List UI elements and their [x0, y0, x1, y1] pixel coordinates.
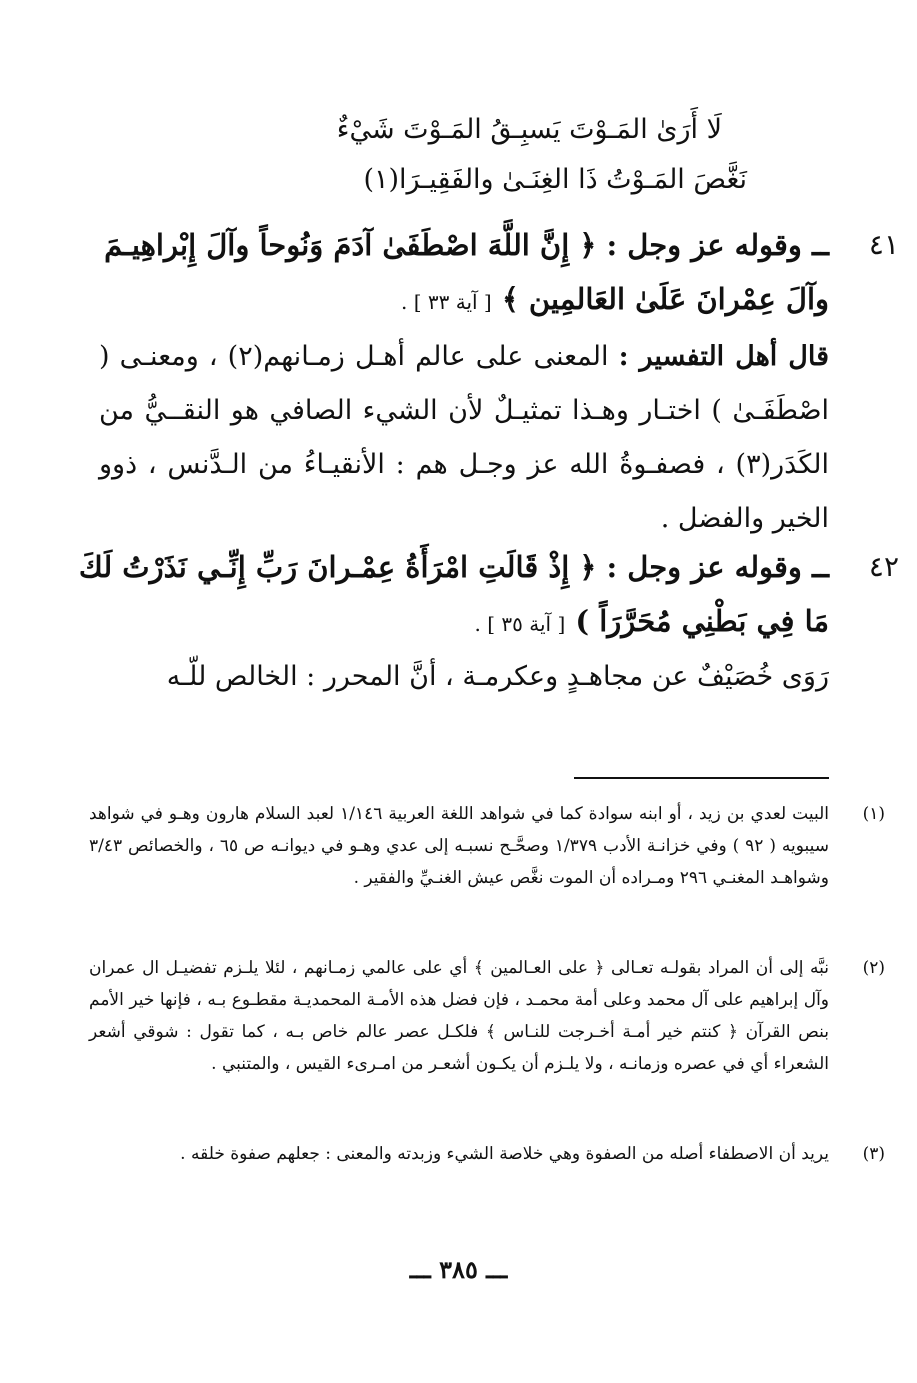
footnote-text: نبَّه إلى أن المراد بقولـه تعـالى ﴿ على العـالمين ﴾ أي على عالمي زمـانهم ، لئلا يلـزم تفضيـل ال عمران وآل إبراهيم على آل محمد وعلى أمة محمـد ، فإن فضل هذه الأمـة المحمديـة مقطـوع بـه ، فإنها خير الأمم بنص القرآن ﴿ كنتم خير أمـة أخـرجت للنـاس ﴾ فلكـل عصر عالم خاص بـه ، كما تقول : شوقي أشعر الشعراء أي في عصره وزمانـه ، ولا يلـزم أن يكـون أشعـر من امـرىء القيس ، والمتنبي . [89, 958, 829, 1074]
paragraph-label: قال أهل التفسير : [618, 341, 829, 372]
quran-verse: ﴿ إِنَّ اللَّهَ اصْطَفَىٰ آدَمَ وَنُوحاً وآلَ إِبْراهِيـمَ وآلَ عِمْرانَ عَلَىٰ العَالمِين ﴾ [104, 228, 829, 316]
entry-42 [69, 540, 899, 651]
entry-label: ــ وقوله عز وجل : [606, 550, 829, 584]
footnote-text: يريد أن الاصطفاء أصله من الصفوة وهي خلاصة الشيء وزبدته والمعنى : جعلهم صفوة خلقه . [180, 1144, 829, 1164]
footnote-1 [89, 798, 885, 894]
footnote-number: (١) [862, 804, 885, 824]
verse-line-2: نَغَّصَ المَـوْتُ ذَا الغِنَـىٰ والفَقِيـرَا(١) [363, 164, 747, 195]
quran-verse: ﴿ إِذْ قَالَتِ امْرَأَةُ عِمْـرانَ رَبِّ إِنِّـي نَذَرْتُ لَكَ مَا فِي بَطْنِي مُحَرَّرَاً ) [78, 550, 829, 638]
footnote-2 [89, 952, 885, 1080]
footnote-3 [89, 1138, 885, 1170]
entry-number: ٤١ [868, 228, 899, 261]
verse-reference: [ آية ٣٥ ] . [474, 612, 566, 636]
entry-label: ــ وقوله عز وجل : [606, 228, 829, 262]
narration-paragraph [99, 650, 829, 704]
entry-number: ٤٢ [868, 550, 899, 583]
page-number: ـــ ٣٨٥ ـــ [409, 1255, 508, 1284]
verse-reference: [ آية ٣٣ ] . [401, 290, 492, 314]
footnote-separator [574, 777, 829, 779]
footnote-number: (٢) [862, 958, 885, 978]
paragraph-text: المعنى على عالم أهـل زمـانهم(٢) ، ومعنـى ( اصْطَفَـىٰ ) اختـار وهـذا تمثيـلٌ لأن الشيء الصافي هو النقــيُّ من الكَدَر(٣) ، فصفـوةُ الله عز وجـل هم : الأنقيـاءُ من الـدَّنس ، ذوو الخير والفضل . [99, 341, 829, 534]
verse-line-1: لَا أَرَىٰ المَـوْتَ يَسبِـقُ المَـوْتَ شَيْءٌ [336, 114, 722, 145]
tafsir-paragraph [99, 330, 829, 546]
footnote-text: البيت لعدي بن زيد ، أو ابنه سوادة كما في شواهد اللغة العربية ١/١٤٦ لعبد السلام هارون وهـو في شواهد سيبويه ( ٩٢ ) وفي خزانـة الأدب ١/٣٧٩ وصحَّـح نسبـه إلى عدي وهـو في ديوانـه ص ٦٥ ، والخصائص ٣/٤٣ وشواهـد المغنـي ٢٩٦ ومـراده أن الموت نغَّص عيش الغنـيِّ والفقير . [89, 804, 830, 888]
footnote-number: (٣) [862, 1144, 885, 1164]
paragraph-text: رَوَى خُصَيْفٌ عن مجاهـدٍ وعكرمـة ، أنَّ المحرر : الخالص للّـه [166, 661, 829, 692]
entry-41 [69, 218, 899, 329]
